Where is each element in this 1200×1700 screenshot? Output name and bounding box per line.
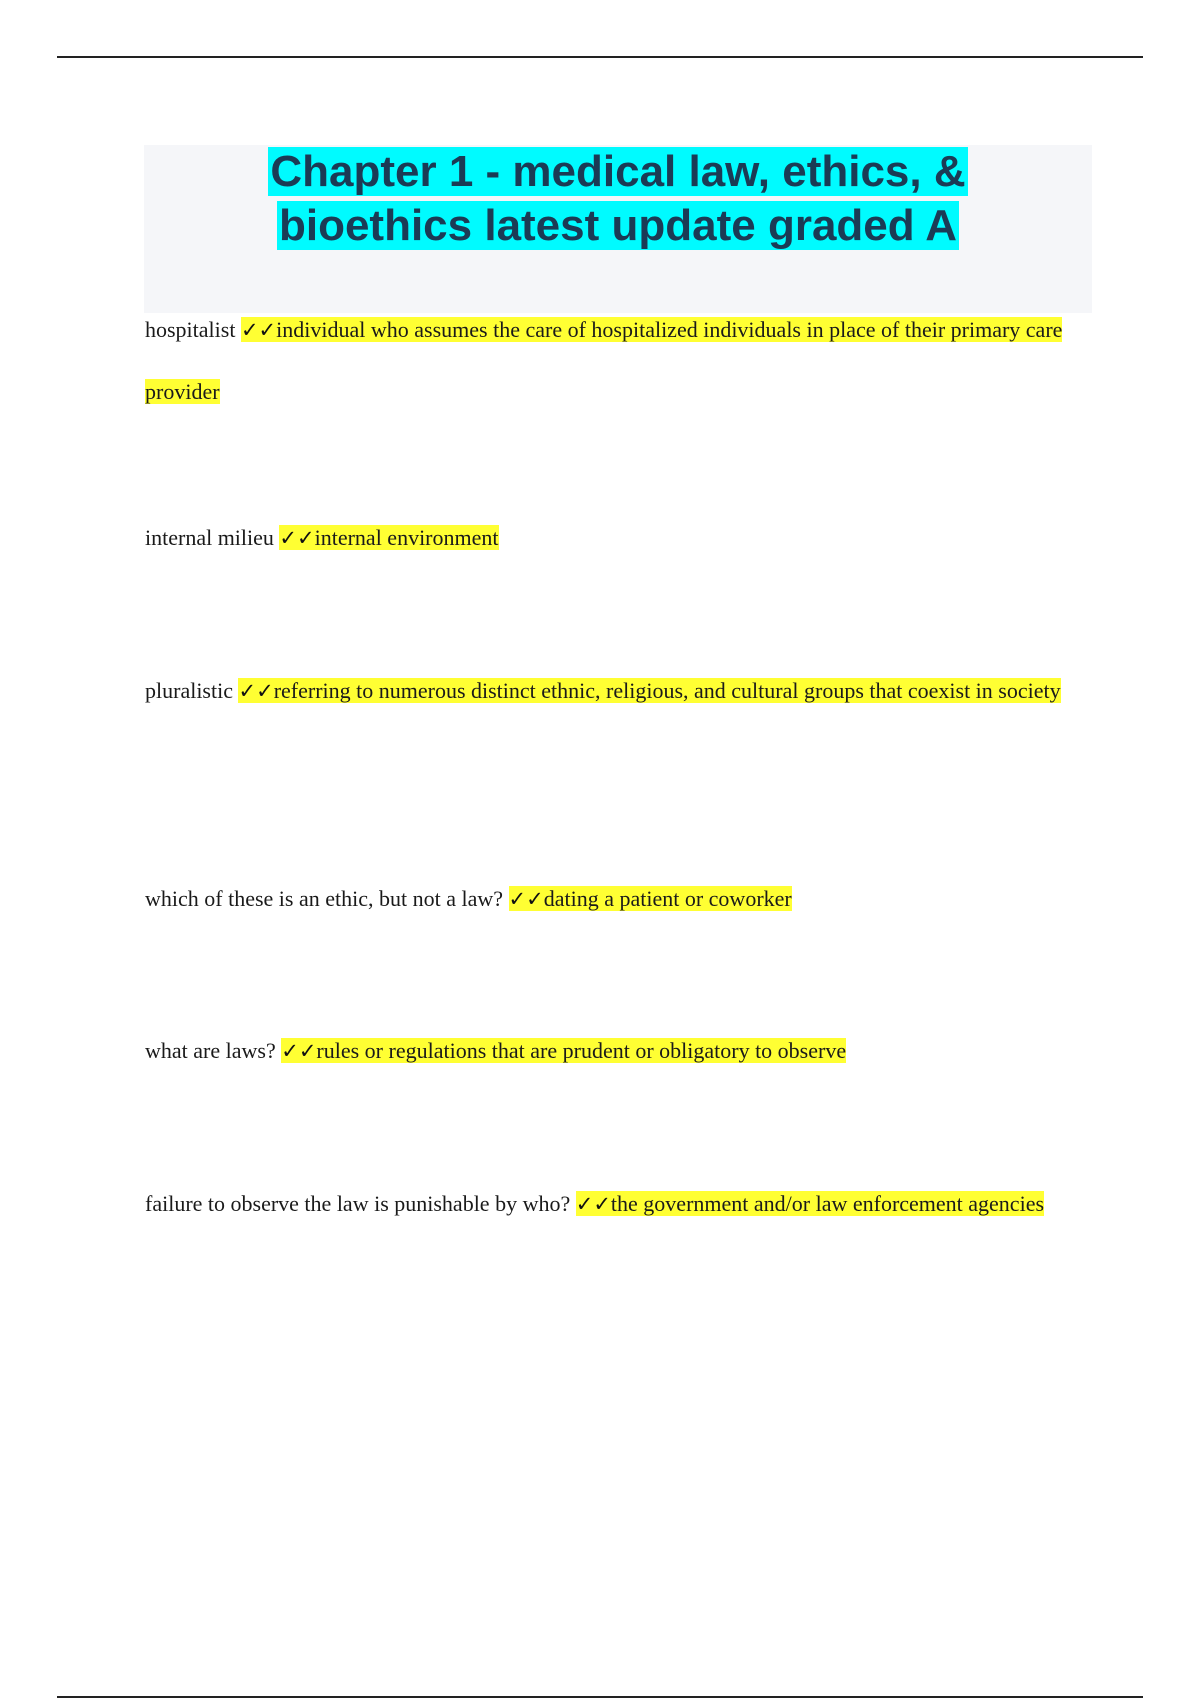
qa-term: which of these is an ethic, but not a law? [145,886,504,911]
title-line-1: Chapter 1 - medical law, ethics, & [270,147,966,196]
double-check-icon: ✓✓ [281,1039,317,1063]
double-check-icon: ✓✓ [279,526,315,550]
double-check-icon: ✓✓ [575,1192,611,1216]
double-check-icon: ✓✓ [238,679,274,703]
qa-answer-text: dating a patient or coworker [543,886,792,911]
qa-term: failure to observe the law is punishable by who? [145,1191,571,1216]
qa-entry-internal-milieu [145,507,1085,569]
qa-term: what are laws? [145,1038,276,1063]
qa-answer-text: individual who assumes the care of hospitalized individuals in place of their primary care provider [145,317,1063,404]
qa-answer [238,678,1060,703]
qa-entry-ethic-not-law [145,868,1085,930]
qa-term: pluralistic [145,678,233,703]
qa-term: hospitalist [145,317,236,342]
qa-answer-text: referring to numerous distinct ethnic, religious, and cultural groups that coexist in society [273,678,1061,703]
bottom-rule [57,1696,1143,1698]
qa-term: internal milieu [145,525,274,550]
qa-answer [145,317,1062,404]
double-check-icon: ✓✓ [508,887,544,911]
qa-answer [281,1038,846,1063]
qa-answer-text: rules or regulations that are prudent or obligatory to observe [316,1038,847,1063]
double-check-icon: ✓✓ [240,318,277,342]
qa-entry-pluralistic [145,660,1085,722]
qa-entry-punishable-by [145,1173,1085,1235]
title-block [144,145,1092,313]
top-rule [57,56,1143,58]
qa-entry-what-are-laws [145,1020,1085,1082]
qa-answer [576,1191,1044,1216]
qa-answer [509,886,792,911]
title-line-2: bioethics latest update graded A [278,201,958,250]
qa-answer-text: internal environment [314,525,499,550]
qa-answer [279,525,498,550]
document-title [144,145,1092,253]
qa-entry-hospitalist [145,299,1085,422]
qa-answer-text: the government and/or law enforcement agencies [610,1191,1045,1216]
